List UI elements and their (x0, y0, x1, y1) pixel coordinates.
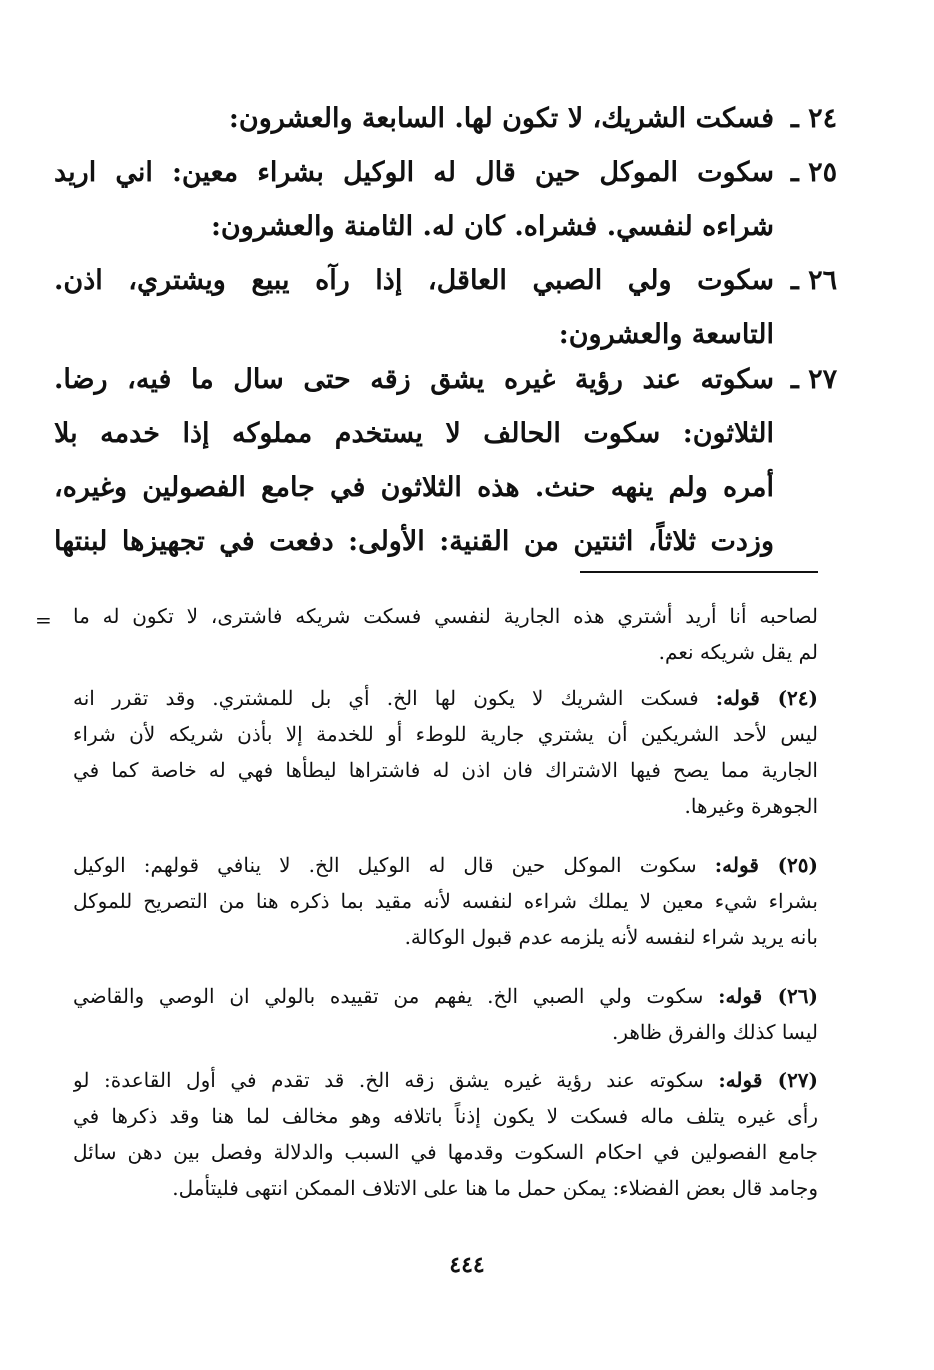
footnote-continuation-mark: = (35, 608, 52, 632)
body-item-27 (54, 353, 838, 569)
footnote-25 (73, 847, 818, 955)
footnote-line: رأى غيره يتلف ماله فسكت لا يكون إذناً باتلافه وهو مخالف لما هنا وقد ذكرها في (73, 1104, 818, 1128)
footnote-lead: (٢٦) قوله: (718, 984, 818, 1008)
item-line: سكوته عند رؤية غيره يشق زقه حتى سال ما فيه، رضا. (54, 364, 774, 395)
footnote-text: سكوت ولي الصبي الخ. يفهم من تقييده بالولي ان الوصي والقاضي (73, 984, 704, 1008)
footnote-line: ليس لأحد الشريكين أن يشتري جارية للوطء أو للخدمة إلا بأذن شريكه لأن شراء (73, 722, 818, 746)
item-number: ٢٥ ـ (790, 157, 838, 188)
footnote-line (73, 680, 818, 716)
footnote-24 (73, 680, 818, 824)
footnote-text: سكوت الموكل حين قال له الوكيل الخ. لا ينافي قولهم: الوكيل (73, 853, 697, 877)
item-number: ٢٧ ـ (790, 364, 838, 395)
footnote-line (73, 978, 818, 1014)
footnote-line: جامع الفصولين في احكام السكوت وقدمها في السبب والدلالة وفصل بين دهن سائل (73, 1140, 818, 1164)
footnote-line: ليسا كذلك والفرق ظاهر. (611, 1020, 818, 1044)
item-line: سكوت ولي الصبي العاقل، إذا رآه يبيع ويشتري، اذن. (54, 265, 774, 296)
item-line: أمره ولم ينهه حنث. هذه الثلاثون في جامع الفصولين وغيره، (54, 472, 774, 503)
item-line: الثلاثون: سكوت الحالف لا يستخدم مملوكه إذا خدمه بلا (54, 418, 774, 449)
item-line: سكوت الموكل حين قال له الوكيل بشراء معين: اني اريد (54, 157, 774, 188)
footnote-line: لصاحبه أنا أريد أشتري هذه الجارية لنفسي فسكت شريكه فاشترى، لا تكون له ما (73, 604, 818, 628)
page-number: ٤٤٤ (449, 1252, 485, 1278)
footnote-26 (73, 978, 818, 1050)
body-item-24 (54, 92, 838, 146)
body-item-25 (54, 146, 838, 254)
footnote-continuation (73, 598, 818, 670)
footnote-line: الجارية مما يصح فيها الاشتراك فان اذن له فاشتراها ليطأها فهي له خاصة كما في (73, 758, 818, 782)
footnote-line: الجوهرة وغيرها. (684, 794, 818, 818)
footnote-line: وجامد قال بعض الفضلاء: يمكن حمل ما هنا على الاتلاف الممكن انتهى فليتأمل. (172, 1176, 818, 1200)
footnote-text: فسكت الشريك لا يكون لها الخ. أي بل للمشتري. وقد تقرر انه (73, 686, 699, 710)
item-number: ٢٦ ـ (790, 265, 838, 296)
body-item-26 (54, 254, 838, 362)
footnote-line: بانه يريد شراء لنفسه لأنه يلزمه عدم قبول الوكالة. (404, 925, 818, 949)
item-line: التاسعة والعشرون: (558, 319, 774, 350)
footnote-line: لم يقل شريكه نعم. (658, 640, 818, 664)
footnote-27 (73, 1062, 818, 1206)
footnote-lead: (٢٥) قوله: (714, 853, 818, 877)
footnote-text: سكوته عند رؤية غيره يشق زقه الخ. قد تقدم في أول القاعدة: لو (73, 1068, 704, 1092)
footnote-line: بشراء شيء معين لا يملك شراءه لنفسه لأنه مقيد بما ذكره هنا من التصريح للموكل (73, 889, 818, 913)
footnote-line (73, 847, 818, 883)
item-line: شراءه لنفسي. فشراه. كان له. الثامنة والعشرون: (210, 211, 774, 242)
item-line: وزدت ثلاثاً، اثنتين من القنية: الأولى: دفعت في تجهيزها لبنتها (54, 526, 774, 557)
footnote-separator (580, 571, 818, 573)
footnote-line (73, 1062, 818, 1098)
item-number: ٢٤ ـ (790, 103, 838, 134)
footnote-lead: (٢٧) قوله: (718, 1068, 818, 1092)
item-line: فسكت الشريك، لا تكون لها. السابعة والعشرون: (228, 103, 774, 134)
footnote-lead: (٢٤) قوله: (715, 686, 818, 710)
